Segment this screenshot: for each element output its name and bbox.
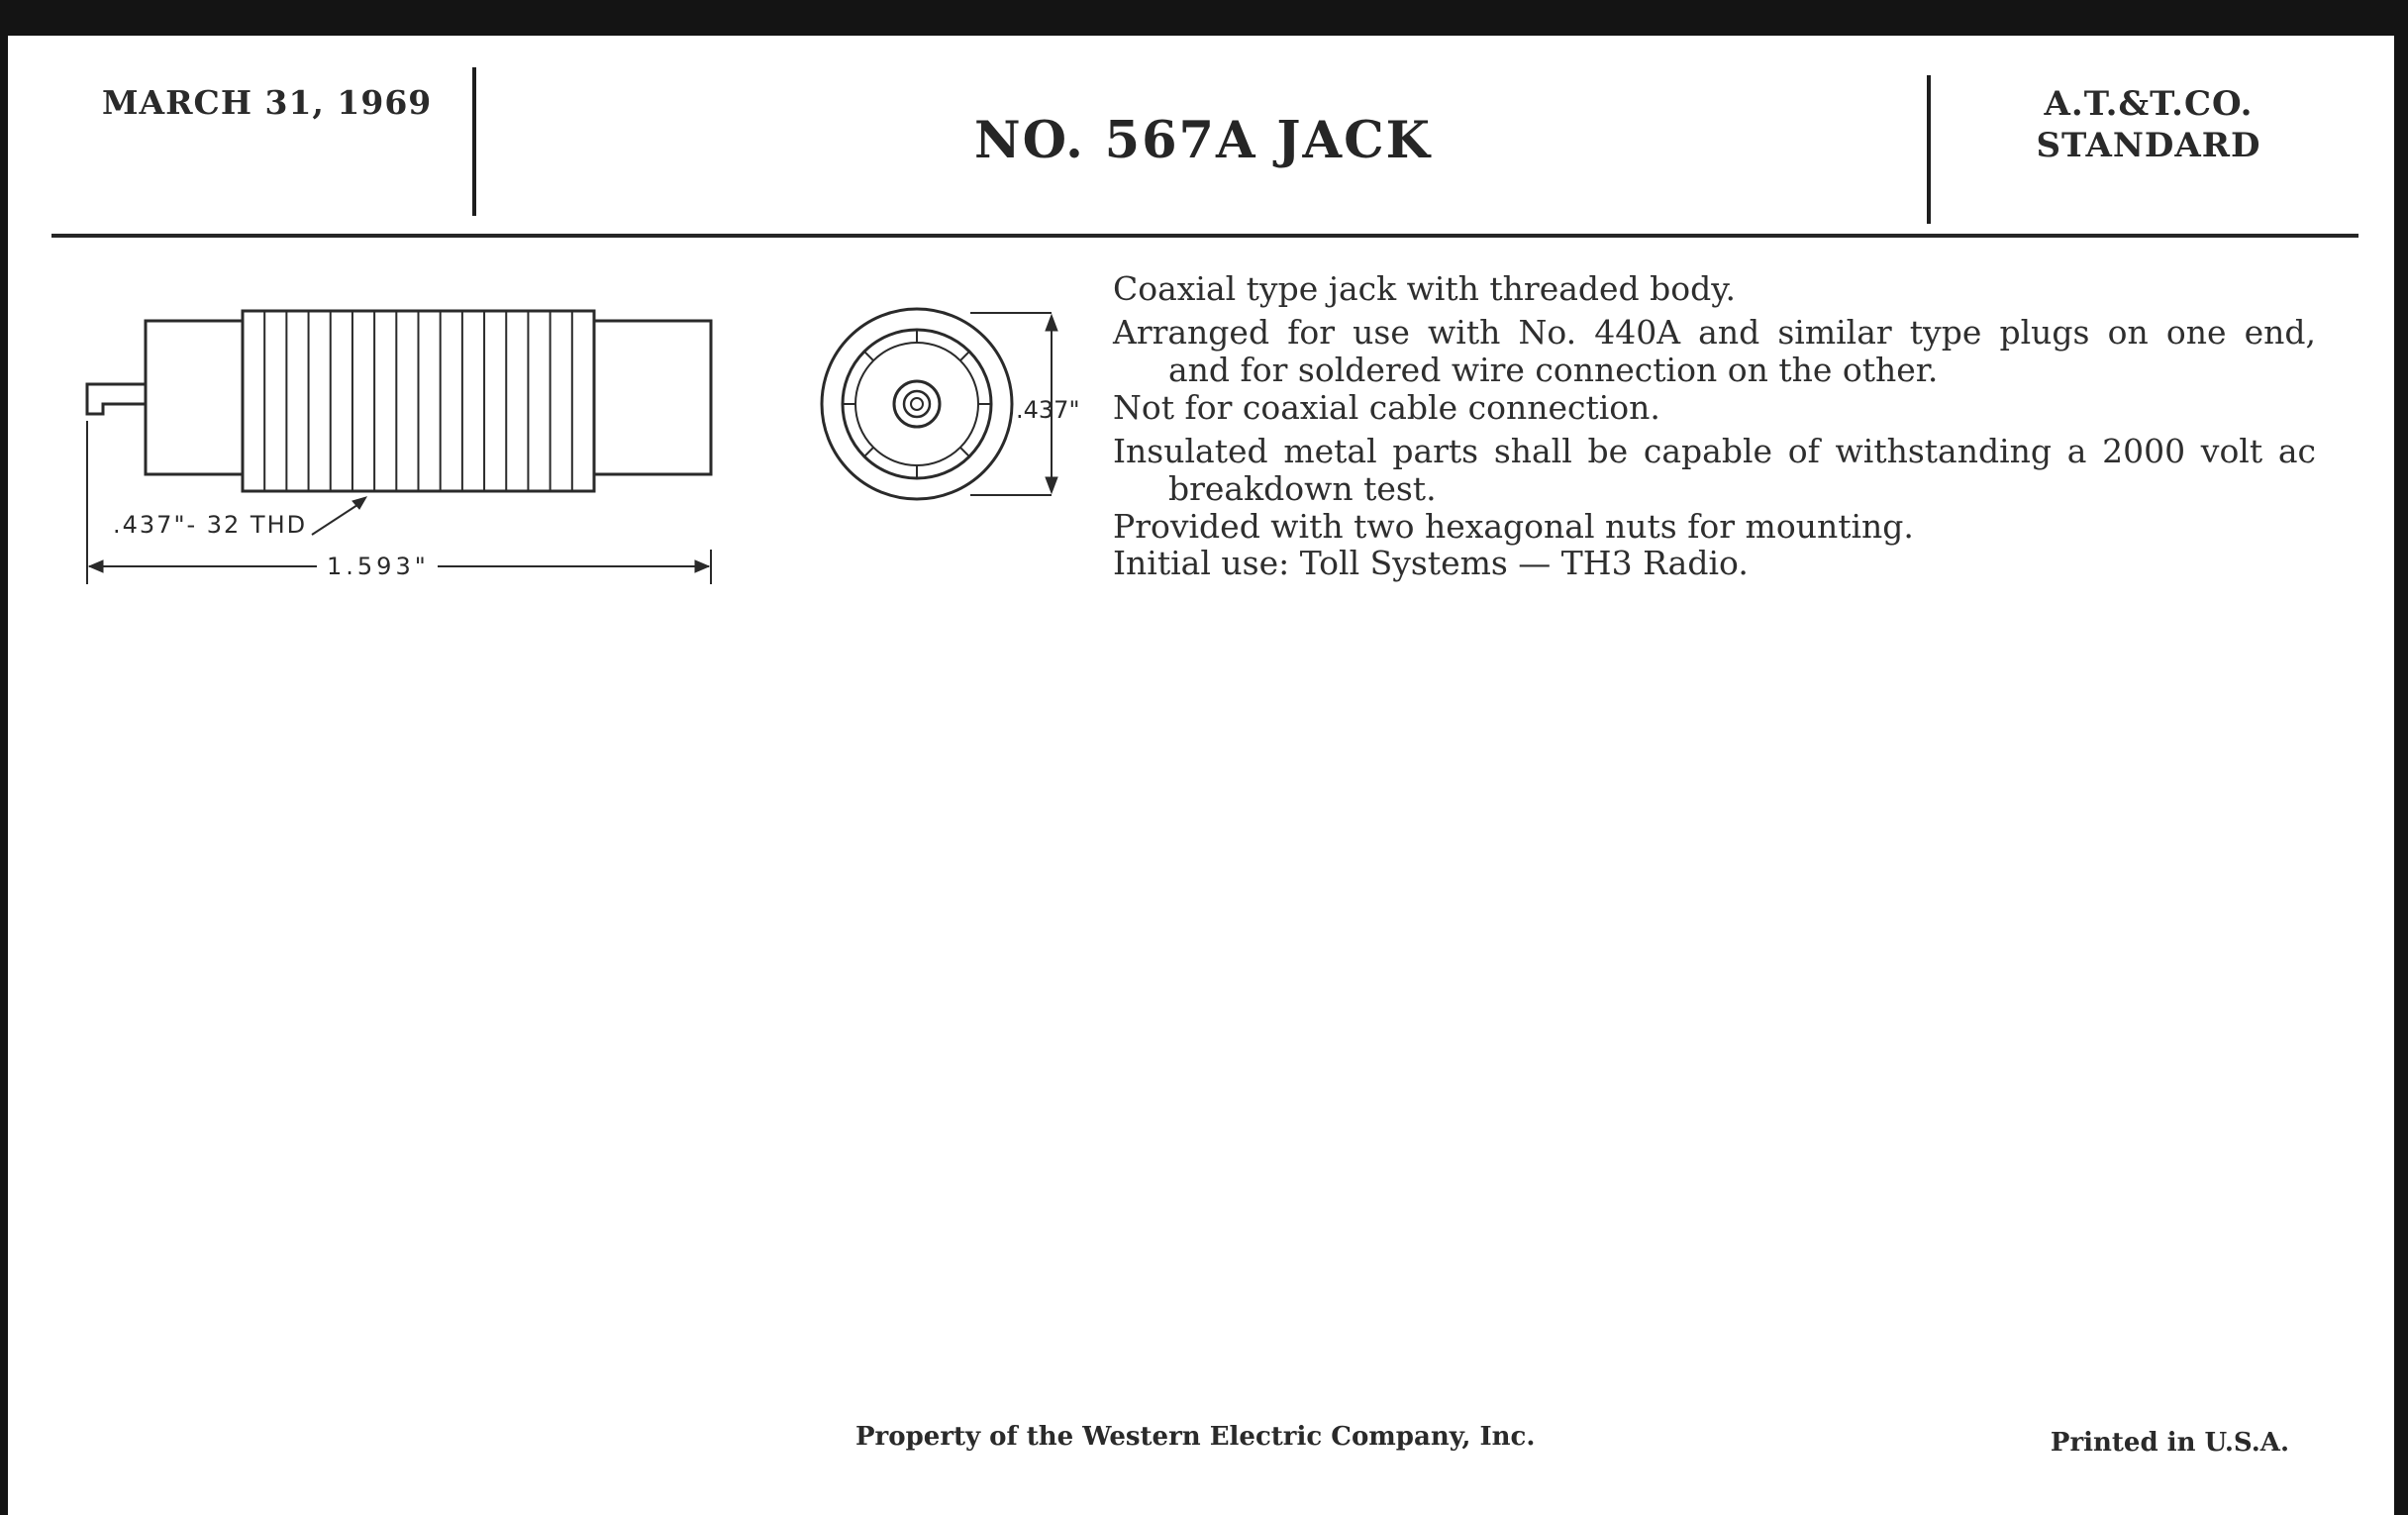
- contact-slot: [960, 448, 969, 456]
- dim-arrow-bottom: [1046, 477, 1057, 493]
- center-contact-outer: [894, 381, 940, 427]
- desc-line-2-continued: and for soldered wire connection on the other.: [1168, 351, 1939, 389]
- contact-slot: [960, 352, 969, 360]
- diameter-dimension-label: .437": [1016, 396, 1080, 424]
- jack-side-view-drawing: [79, 297, 733, 594]
- solder-tab: [87, 384, 146, 414]
- property-notice: Property of the Western Electric Company, Inc.: [855, 1422, 1536, 1452]
- desc-line-1: Coaxial type jack with threaded body.: [1113, 269, 1737, 308]
- left-body: [146, 321, 243, 474]
- dim-arrow-left: [89, 560, 103, 572]
- contact-slots: [843, 330, 991, 478]
- insulator-ring: [855, 343, 978, 465]
- header-divider-right: [1927, 75, 1931, 224]
- desc-line-6: Initial use: Toll Systems — TH3 Radio.: [1113, 544, 1749, 582]
- printed-notice: Printed in U.S.A.: [2050, 1428, 2289, 1458]
- thread-leader-line: [312, 503, 360, 535]
- dim-arrow-top: [1046, 315, 1057, 331]
- issue-date: MARCH 31, 1969: [102, 83, 433, 122]
- desc-line-5: Provided with two hexagonal nuts for mounting.: [1113, 507, 1914, 546]
- desc-line-4-continued: breakdown test.: [1168, 469, 1437, 508]
- header-rule: [51, 234, 2358, 238]
- standard-mark: [1941, 83, 2357, 166]
- length-dimension-label: 1.593": [327, 553, 430, 580]
- contact-slot: [864, 448, 873, 456]
- center-contact-pin: [911, 398, 923, 410]
- description-block: [1113, 269, 2316, 580]
- desc-line-4: Insulated metal parts shall be capable of withstanding a 2000 volt ac: [1113, 432, 2316, 470]
- standard-mark-label: STANDARD: [2036, 126, 2261, 165]
- right-body: [594, 321, 711, 474]
- thread-spec-label: .437"- 32 THD: [113, 511, 308, 539]
- page-title: NO. 567A JACK: [974, 111, 1432, 170]
- standard-mark-company: A.T.&T.CO.: [2044, 84, 2254, 124]
- contact-slot: [864, 352, 873, 360]
- jack-end-view-drawing: [812, 297, 1109, 525]
- desc-line-3: Not for coaxial cable connection.: [1113, 388, 1660, 427]
- specification-card: [8, 36, 2394, 1515]
- dim-arrow-right: [695, 560, 709, 572]
- desc-line-2: Arranged for use with No. 440A and similar type plugs on one end,: [1113, 313, 2316, 352]
- center-contact-middle: [904, 391, 930, 417]
- thread-lines: [264, 311, 572, 491]
